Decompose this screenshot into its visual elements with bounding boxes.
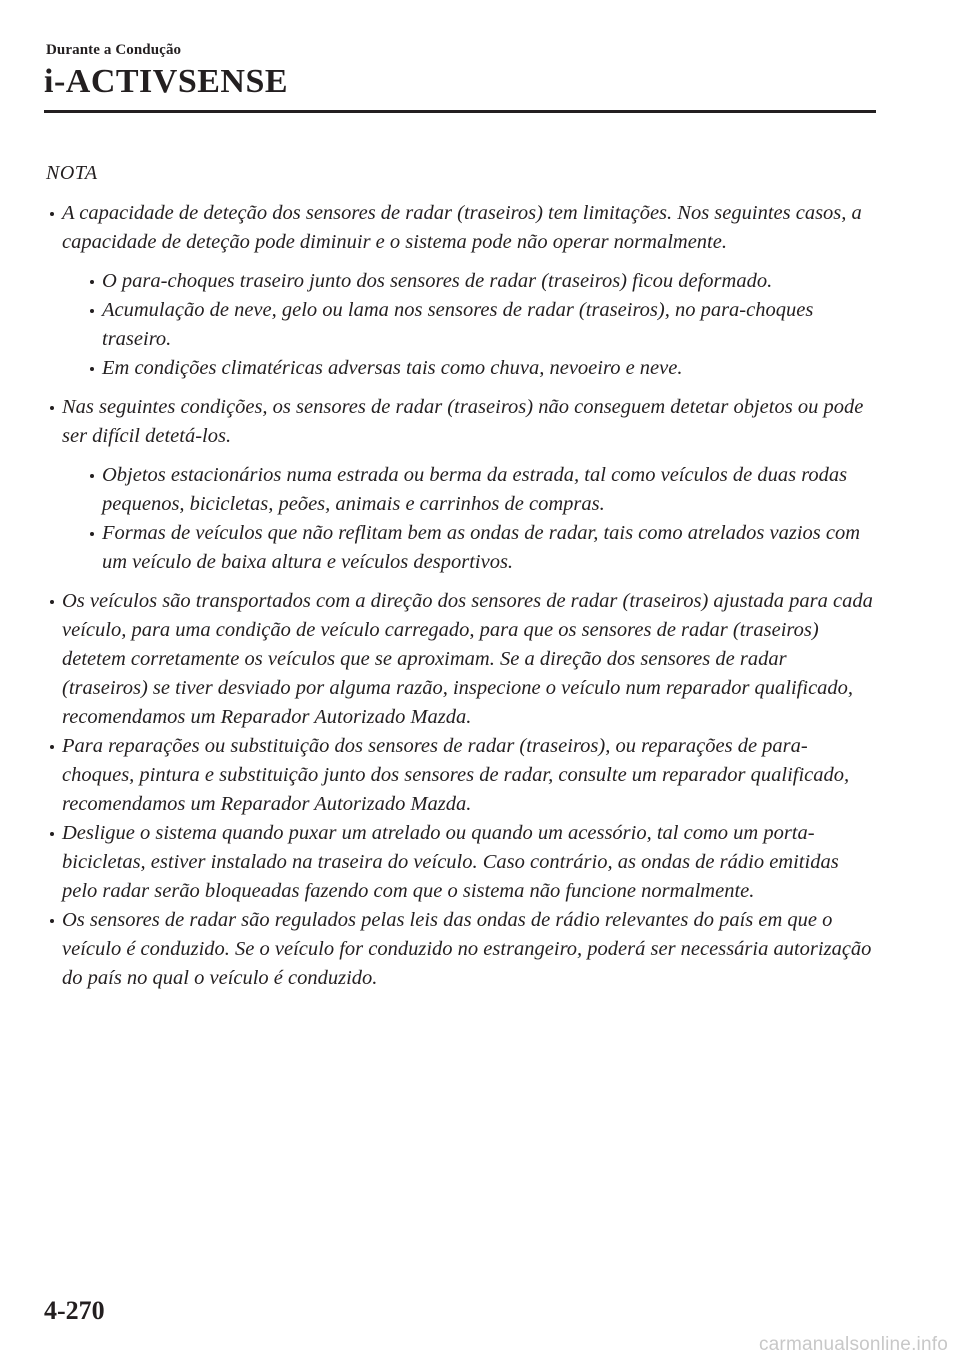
note-subitem	[62, 354, 876, 383]
bullet-dot-icon	[90, 280, 94, 284]
bullet-dot-icon	[50, 212, 54, 216]
note-item-text: Para reparações ou substituição dos sensores de radar (traseiros), ou reparações de para-choques, pintura e substituição junto dos sensores de radar, consulte um reparador qualificado, recomendamos um Reparador Autorizado Mazda.	[62, 735, 850, 815]
bullet-dot-icon	[90, 309, 94, 313]
note-item-text: A capacidade de deteção dos sensores de radar (traseiros) tem limitações. Nos seguintes casos, a capacidade de deteção pode diminuir e o sistema pode não operar normalmente.	[62, 202, 862, 253]
note-item-text: Os sensores de radar são regulados pelas leis das ondas de rádio relevantes do país em que o veículo é conduzido. Se o veículo for conduzido no estrangeiro, poderá ser necessária autorização do país no qual o veículo é conduzido.	[62, 909, 872, 989]
note-subitem-text: Acumulação de neve, gelo ou lama nos sensores de radar (traseiros), no para-choques traseiro.	[102, 299, 814, 350]
bullet-dot-icon	[50, 832, 54, 836]
note-item-text: Nas seguintes condições, os sensores de radar (traseiros) não conseguem detetar objetos ou pode ser difícil detetá-los.	[62, 396, 864, 447]
note-subitem-text: Formas de veículos que não reflitam bem as ondas de radar, tais como atrelados vazios com um veículo de baixa altura e veículos desportivos.	[102, 522, 861, 573]
bullet-dot-icon	[50, 406, 54, 410]
page-number: 4-270	[44, 1296, 105, 1325]
section-label: Durante a Condução	[46, 42, 182, 58]
note-item	[46, 906, 876, 993]
note-item	[46, 393, 876, 577]
bullet-dot-icon	[90, 367, 94, 371]
note-item-text: Desligue o sistema quando puxar um atrelado ou quando um acessório, tal como um porta-bicicletas, estiver instalado na traseira do veículo. Caso contrário, as ondas de rádio emitidas pelo radar serão bloqueadas fazendo com que o sistema não funcione normalmente.	[62, 822, 839, 902]
note-subitem	[62, 461, 876, 519]
note-subitem-text: Em condições climatéricas adversas tais como chuva, nevoeiro e neve.	[102, 357, 683, 379]
note-subitem	[62, 519, 876, 577]
note-item	[46, 819, 876, 906]
bullet-dot-icon	[90, 474, 94, 478]
page-title: i-ACTIVSENSE	[44, 63, 289, 100]
watermark: carmanualsonline.info	[758, 1334, 948, 1355]
note-item-text: Os veículos são transportados com a direção dos sensores de radar (traseiros) ajustada para cada veículo, para uma condição de veículo carregado, para que os sensores de radar (traseiros) detetem corretamente os veículos que se aproximam. Se a direção dos sensores de radar (traseiros) se tiver desviado por alguma razão, inspecione o veículo num reparador qualificado, recomendamos um Reparador Autorizado Mazda.	[62, 590, 873, 728]
bullet-dot-icon	[50, 745, 54, 749]
note-subitem-text: O para-choques traseiro junto dos sensores de radar (traseiros) ficou deformado.	[102, 270, 773, 292]
bullet-dot-icon	[50, 919, 54, 923]
note-item	[46, 199, 876, 383]
note-sublist	[62, 267, 876, 383]
note-list	[46, 199, 876, 993]
note-heading: NOTA	[46, 162, 98, 184]
note-item	[46, 587, 876, 732]
bullet-dot-icon	[90, 532, 94, 536]
note-subitem	[62, 296, 876, 354]
note-item	[46, 732, 876, 819]
note-sublist	[62, 461, 876, 577]
header-rule	[44, 110, 876, 113]
note-subitem	[62, 267, 876, 296]
bullet-dot-icon	[50, 600, 54, 604]
note-subitem-text: Objetos estacionários numa estrada ou berma da estrada, tal como veículos de duas rodas pequenos, bicicletas, peões, animais e carrinhos de compras.	[102, 464, 848, 515]
